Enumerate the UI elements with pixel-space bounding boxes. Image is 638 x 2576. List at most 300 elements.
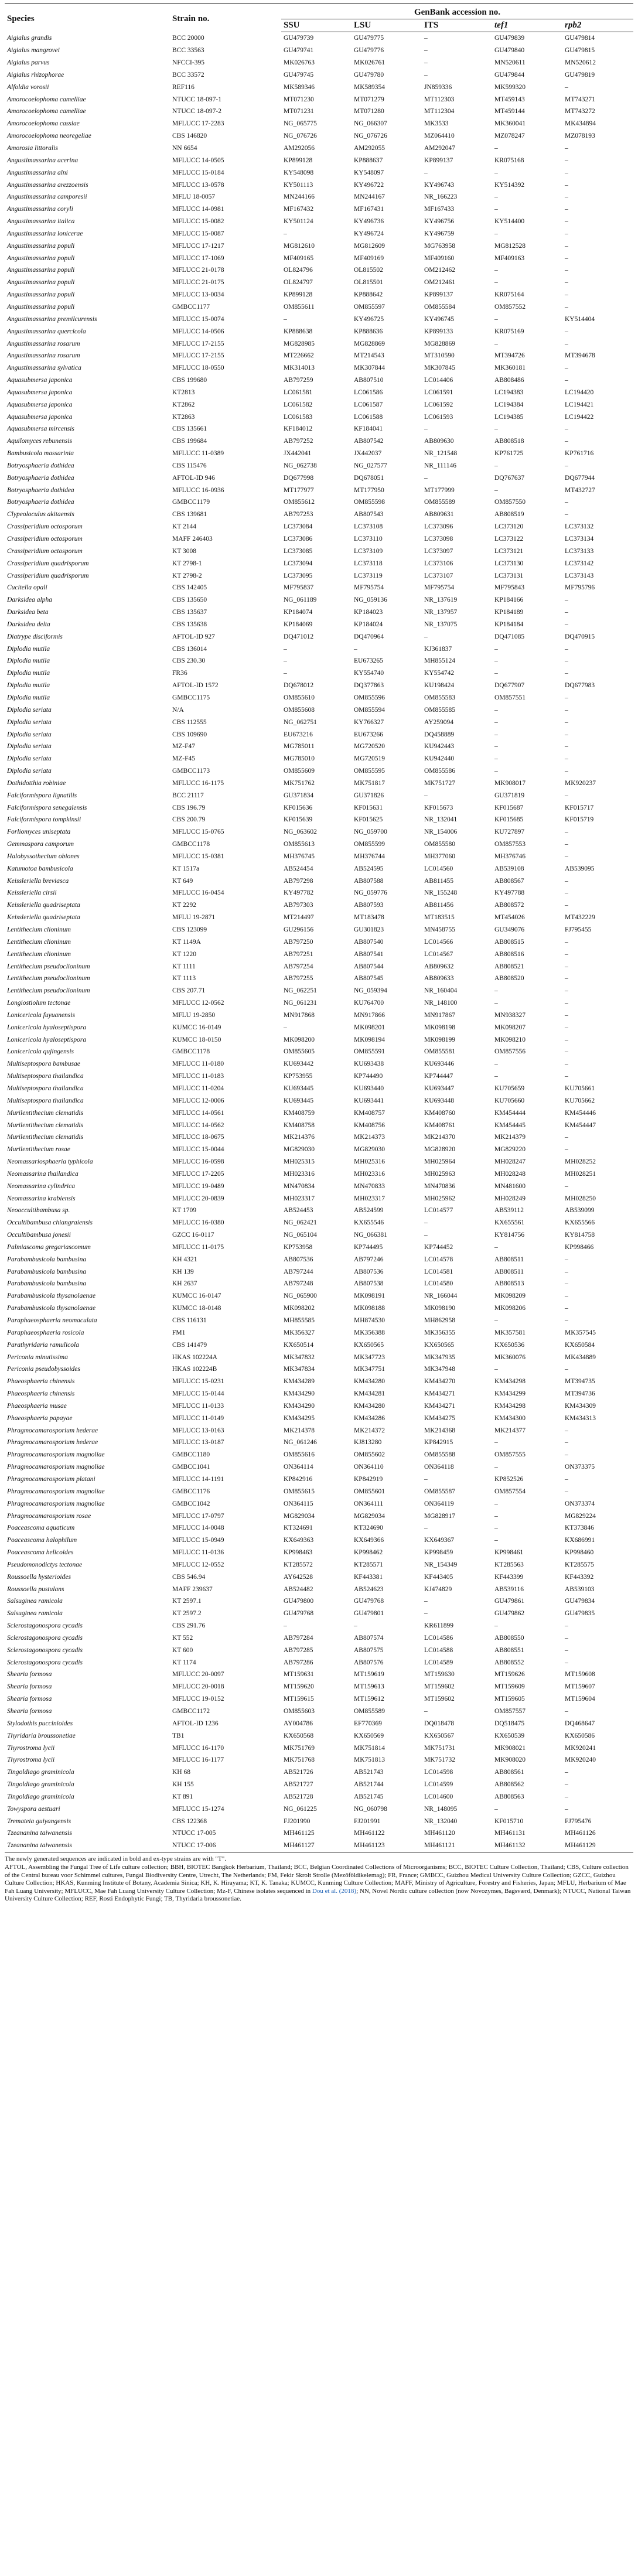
rpb2-cell: –	[565, 1255, 568, 1263]
rpb2-cell: –	[565, 291, 568, 299]
tef1-cell: KM434299	[494, 1390, 526, 1398]
strain-cell: MFLUCC 11-0149	[172, 1414, 224, 1422]
table-row	[5, 569, 633, 582]
table-row	[5, 472, 633, 484]
tef1-cell: –	[494, 340, 498, 347]
tef1-cell: MT459143	[494, 95, 525, 103]
rpb2-cell: KU705662	[565, 1097, 595, 1104]
lsu-cell: MH025316	[354, 1158, 385, 1166]
strain-cell: MFLUCC 19-0152	[172, 1695, 224, 1703]
strain-cell: MFLUCC 14-0561	[172, 1109, 224, 1117]
strain-cell: N/A	[172, 706, 184, 714]
table-row	[5, 1021, 633, 1033]
species-cell: Lentithecium pseudoclioninum	[7, 963, 90, 970]
tef1-cell: GU479840	[494, 47, 525, 54]
table-row	[5, 1094, 633, 1107]
species-cell: Angustimassarina populi	[7, 291, 75, 299]
its-cell: KU693448	[424, 1097, 455, 1104]
ssu-cell: NG_061246	[284, 1439, 317, 1446]
strain-cell: MZ-F45	[172, 755, 195, 763]
rpb2-cell: –	[565, 254, 568, 262]
strain-cell: CBS 146820	[172, 132, 207, 140]
table-row	[5, 1608, 633, 1620]
strain-cell: MFLUCC 17-2205	[172, 1170, 224, 1178]
lsu-cell: KF443381	[354, 1573, 383, 1581]
tef1-cell: LC373131	[494, 572, 524, 579]
its-cell: –	[424, 35, 428, 42]
ssu-cell: MN244166	[284, 193, 315, 201]
species-cell: Parabambusicola thysanolaenae	[7, 1305, 96, 1312]
table-row	[5, 398, 633, 411]
its-cell: –	[424, 1219, 428, 1227]
table-row	[5, 814, 633, 826]
lsu-cell: AB807544	[354, 963, 384, 970]
lsu-cell: KM434286	[354, 1414, 385, 1422]
its-cell: KP842915	[424, 1439, 453, 1446]
strain-cell: CBS 109690	[172, 731, 207, 738]
tef1-cell: LC194384	[494, 401, 524, 408]
strain-cell: CBS 142405	[172, 584, 207, 592]
its-cell: MH862958	[424, 1317, 456, 1325]
ssu-cell: MG812610	[284, 242, 315, 250]
lsu-cell: MN244167	[354, 193, 385, 201]
lsu-cell: AB807545	[354, 975, 384, 982]
ssu-cell: GU479800	[284, 1598, 314, 1605]
species-cell: Shearia formosa	[7, 1671, 52, 1678]
rpb2-cell: –	[565, 1182, 568, 1190]
its-cell: LC014406	[424, 377, 453, 384]
strain-cell: MFLUCC 17-2155	[172, 340, 224, 347]
ssu-cell: AB521728	[284, 1793, 313, 1800]
table-row	[5, 1754, 633, 1766]
ssu-cell: DQ471012	[284, 633, 314, 640]
ssu-cell: MT177977	[284, 486, 314, 494]
ssu-cell: MK214376	[284, 1134, 315, 1141]
rpb2-cell: –	[565, 755, 568, 763]
rpb2-cell: –	[565, 327, 568, 335]
species-cell: Murilentithecium rosae	[7, 1146, 70, 1154]
tef1-cell: LC373121	[494, 547, 524, 555]
rpb2-cell: GU479819	[565, 71, 595, 79]
species-cell: Lentithecium clioninum	[7, 926, 71, 934]
its-cell: OM212462	[424, 267, 456, 274]
species-cell: Falciformispora tompkinsii	[7, 816, 81, 824]
rpb2-cell: –	[565, 303, 568, 311]
strain-cell: MFLUCC 18-0550	[172, 364, 224, 372]
species-cell: Phragmocamarosporium hederae	[7, 1427, 98, 1434]
rpb2-cell: –	[565, 267, 568, 274]
tef1-cell: GU479844	[494, 71, 525, 79]
tef1-cell: –	[494, 1060, 498, 1068]
strain-cell: MFLUCC 16-0454	[172, 889, 224, 897]
its-cell: KJ361837	[424, 645, 452, 653]
strain-cell: GMBCC1180	[172, 1451, 210, 1459]
its-cell: LC014560	[424, 865, 453, 872]
lsu-cell: MK098194	[354, 1036, 385, 1043]
lsu-cell: MG829030	[354, 1146, 385, 1154]
rpb2-cell: –	[565, 645, 568, 653]
species-cell: Diplodia seriata	[7, 743, 52, 750]
strain-cell: CBS 122368	[172, 1817, 207, 1825]
table-row	[5, 680, 633, 692]
lsu-cell: AB807543	[354, 511, 384, 518]
tef1-cell: AB808562	[494, 1781, 524, 1789]
rpb2-cell: MT432727	[565, 486, 595, 494]
species-cell: Roussoella pustulans	[7, 1585, 64, 1593]
species-cell: Tremateia guiyangensis	[7, 1817, 71, 1825]
tef1-cell: KM434298	[494, 1378, 526, 1386]
species-cell: Diplodia mutila	[7, 645, 50, 653]
tef1-cell: AB808550	[494, 1634, 524, 1642]
ssu-cell: AB521726	[284, 1769, 313, 1776]
ssu-cell: –	[284, 315, 287, 323]
strain-cell: KT 2597.1	[172, 1598, 202, 1605]
ssu-cell: MT159615	[284, 1695, 314, 1703]
ssu-cell: KF015639	[284, 816, 313, 824]
tef1-cell: MH028248	[494, 1170, 526, 1178]
table-row	[5, 1205, 633, 1217]
tef1-cell: MK360076	[494, 1353, 526, 1361]
tef1-cell: –	[494, 267, 498, 274]
table-row	[5, 252, 633, 264]
strain-cell: MFLUCC 18-0675	[172, 1134, 224, 1141]
lsu-cell: AB524623	[354, 1585, 384, 1593]
tef1-cell: MN520611	[494, 59, 526, 67]
lsu-cell: DQ678051	[354, 474, 384, 482]
species-cell: Poaceascoma helicoides	[7, 1549, 74, 1557]
tef1-cell: MH376746	[494, 852, 526, 860]
table-row	[5, 1033, 633, 1046]
ssu-cell: MH461127	[281, 1840, 352, 1852]
tef1-cell: LC373130	[494, 559, 524, 567]
ssu-cell: KP899128	[284, 156, 313, 164]
strain-cell: MFLUCC 15-0087	[172, 230, 224, 237]
lsu-cell: AB807574	[354, 1634, 384, 1642]
ssu-cell: KP753955	[284, 1073, 313, 1080]
lsu-cell: GU301823	[354, 926, 384, 934]
rpb2-cell: –	[565, 1134, 568, 1141]
table-row	[5, 216, 633, 228]
rpb2-cell: MK920237	[565, 779, 596, 787]
rpb2-cell: –	[565, 438, 568, 445]
tef1-cell: AB808563	[494, 1793, 524, 1800]
lsu-cell: KM408756	[354, 1121, 385, 1129]
its-cell: –	[424, 59, 428, 67]
tef1-cell: MH028249	[494, 1195, 526, 1202]
table-row	[5, 851, 633, 863]
table-row	[5, 460, 633, 472]
lsu-cell: NG_060798	[354, 1805, 387, 1813]
lsu-cell: MH461122	[354, 1830, 385, 1837]
table-row	[5, 45, 633, 57]
strain-cell: KUMCC 18-0148	[172, 1305, 221, 1312]
its-cell: ON364119	[424, 1500, 454, 1507]
rpb2-cell: –	[565, 1769, 568, 1776]
tef1-cell: KY514400	[494, 218, 525, 226]
ssu-cell: MK098200	[284, 1036, 315, 1043]
rpb2-cell: KF015717	[565, 804, 594, 811]
tef1-cell: AB808513	[494, 1280, 524, 1288]
lsu-cell: NG_066381	[354, 1231, 387, 1239]
table-row	[5, 1729, 633, 1742]
lsu-cell: AB524599	[354, 1207, 384, 1214]
table-row	[5, 936, 633, 948]
lsu-cell: MK026761	[354, 59, 385, 67]
table-row	[5, 777, 633, 789]
ssu-cell: AB797253	[284, 511, 313, 518]
strain-cell: GMBCC1178	[172, 841, 210, 848]
strain-cell: GMBCC1041	[172, 1463, 210, 1471]
strain-cell: BCC 21117	[172, 791, 204, 799]
its-cell: NR_160404	[424, 987, 458, 995]
ssu-cell: MF167432	[284, 206, 314, 213]
species-cell: Periconia minutissima	[7, 1353, 68, 1361]
rpb2-cell: MK434889	[565, 1353, 596, 1361]
table-row	[5, 313, 633, 325]
table-row	[5, 753, 633, 765]
table-row	[5, 533, 633, 545]
rpb2-cell: –	[565, 425, 568, 433]
strain-cell: MFLUCC 15-0765	[172, 828, 224, 836]
tef1-cell: –	[494, 169, 498, 176]
rpb2-cell: MN520612	[565, 59, 596, 67]
strain-cell: CBS 112555	[172, 718, 207, 726]
ssu-cell: MF795837	[284, 584, 314, 592]
rpb2-cell: AB539095	[565, 865, 595, 872]
ssu-cell: AB797298	[284, 877, 313, 885]
its-cell: LC014577	[424, 1207, 453, 1214]
tef1-cell: AB808518	[494, 438, 524, 445]
species-cell: Occultibambusa jonesii	[7, 1231, 71, 1239]
species-cell: Palmiascoma gregariascomum	[7, 1243, 91, 1251]
species-cell: Lonicericola hyaloseptispora	[7, 1023, 87, 1031]
its-cell: LC014600	[424, 1793, 453, 1800]
rpb2-cell: –	[565, 242, 568, 250]
rpb2-cell: –	[565, 1280, 568, 1288]
strain-cell: MFLUCC 19-0489	[172, 1182, 224, 1190]
lsu-cell: MK214373	[354, 1134, 385, 1141]
rpb2-cell: –	[565, 206, 568, 213]
rpb2-cell: –	[565, 1146, 568, 1154]
ssu-cell: MT159620	[284, 1683, 314, 1691]
rpb2-cell: –	[565, 731, 568, 738]
lsu-cell: MT177950	[354, 486, 384, 494]
rpb2-cell: KT373846	[565, 1524, 594, 1532]
species-cell: Phragmocamarosporium magnoliae	[7, 1463, 105, 1471]
strain-cell: CBS 546.94	[172, 1573, 206, 1581]
table-row	[5, 1217, 633, 1229]
tef1-cell: KP761725	[494, 450, 524, 458]
table-row	[5, 1669, 633, 1681]
its-cell: LC014567	[424, 950, 453, 958]
rpb2-cell: –	[565, 1292, 568, 1300]
lsu-cell: NG_059776	[354, 889, 387, 897]
its-cell: MH377060	[424, 852, 456, 860]
tef1-cell: –	[494, 645, 498, 653]
tef1-cell: MT454026	[494, 914, 525, 922]
lsu-cell: AB807588	[354, 877, 384, 885]
table-row	[5, 985, 633, 997]
table-row	[5, 960, 633, 973]
its-cell: ON364118	[424, 1463, 454, 1471]
lsu-cell: JX442037	[354, 450, 382, 458]
its-cell: –	[424, 1610, 428, 1618]
lsu-cell: GU479775	[354, 35, 384, 42]
rpb2-cell: MT394735	[565, 1378, 595, 1386]
lsu-cell: –	[354, 645, 357, 653]
rpb2-cell: KM454446	[565, 1109, 596, 1117]
ssu-cell: OM855610	[284, 694, 315, 701]
strain-cell: KT 1113	[172, 975, 196, 982]
table-row	[5, 1437, 633, 1449]
rpb2-cell: –	[565, 1793, 568, 1800]
lsu-cell: KU693441	[354, 1097, 384, 1104]
strain-header: Strain no.	[172, 13, 210, 23]
lsu-cell: MK307844	[354, 364, 385, 372]
rpb2-cell: –	[565, 670, 568, 677]
rpb2-cell: KX650586	[565, 1732, 595, 1739]
table-row	[5, 69, 633, 81]
lsu-cell: KU764700	[354, 999, 384, 1007]
its-cell: AB809631	[424, 511, 454, 518]
rpb2-cell: –	[565, 767, 568, 775]
table-row	[5, 1119, 633, 1131]
table-row	[5, 130, 633, 142]
its-cell: MF795754	[424, 584, 455, 592]
species-cell: Poaceascoma aquaticum	[7, 1524, 75, 1532]
ssu-cell: MH023316	[284, 1170, 315, 1178]
ssu-cell: GU479745	[284, 71, 314, 79]
tef1-cell: GU349076	[494, 926, 525, 934]
tef1-cell: –	[494, 1463, 498, 1471]
its-cell: NR_111146	[424, 462, 456, 469]
tef1-cell: MH461132	[492, 1840, 562, 1852]
strain-cell: KT 2798-2	[172, 572, 202, 579]
rpb2-cell: MH028251	[565, 1170, 596, 1178]
species-cell: Amorocoelophoma neoregeliae	[7, 132, 91, 140]
table-row	[5, 1766, 633, 1779]
strain-cell: MFLUCC 12-0552	[172, 1561, 224, 1568]
table-row	[5, 1742, 633, 1754]
species-cell: Aquasubmersa japonica	[7, 401, 73, 408]
strain-cell: KT 600	[172, 1646, 193, 1654]
table-row	[5, 1656, 633, 1669]
strain-cell: NN 6654	[172, 145, 197, 152]
species-cell: Aquasubmersa japonica	[7, 388, 73, 396]
ssu-cell: MK589346	[284, 83, 315, 91]
species-cell: Shearia formosa	[7, 1708, 52, 1715]
table-row	[5, 423, 633, 435]
rpb2-cell: KX650584	[565, 1341, 595, 1349]
ssu-cell: KM434289	[284, 1378, 315, 1386]
species-cell: Poaceascoma halophilum	[7, 1537, 77, 1544]
ssu-cell: KP888638	[284, 327, 313, 335]
table-row	[5, 924, 633, 936]
species-cell: Dothidotthia robiniae	[7, 779, 66, 787]
table-row	[5, 1791, 633, 1803]
ssu-cell: NG_065775	[284, 120, 317, 128]
table-row	[5, 1510, 633, 1522]
tef1-cell: –	[494, 999, 498, 1007]
strain-cell: CBS 123099	[172, 926, 207, 934]
species-cell: Paraphaeosphaeria rosicola	[7, 1329, 84, 1336]
lsu-cell: EF770369	[354, 1719, 382, 1727]
table-row	[5, 1351, 633, 1363]
ssu-cell: MK098202	[284, 1305, 315, 1312]
lsu-cell: KX650565	[354, 1341, 384, 1349]
its-cell: OM855580	[424, 841, 456, 848]
tef1-cell: AB808552	[494, 1659, 524, 1666]
tef1-header: tef1	[492, 19, 562, 32]
lsu-cell: MK214372	[354, 1427, 385, 1434]
species-cell: Diplodia mutila	[7, 694, 50, 701]
ssu-cell: GU479768	[284, 1610, 314, 1618]
table-row	[5, 191, 633, 203]
rpb2-cell: –	[565, 791, 568, 799]
table-row	[5, 716, 633, 728]
its-cell: LC014588	[424, 1646, 453, 1654]
ssu-cell: LC373095	[284, 572, 313, 579]
citation-link[interactable]: Dou et al. (2018)	[312, 1887, 357, 1895]
genbank-accession-table	[5, 3, 633, 1852]
table-row	[5, 1144, 633, 1156]
tef1-cell: –	[494, 987, 498, 995]
strain-cell: MFLUCC 14-0981	[172, 206, 224, 213]
strain-cell: MAFF 246403	[172, 535, 213, 543]
table-row	[5, 862, 633, 875]
table-row	[5, 728, 633, 741]
species-cell: Clypeoloculus akitaensis	[7, 511, 74, 518]
species-cell: Phragmocamarosporium hederae	[7, 1439, 98, 1446]
strain-cell: GMBCC1042	[172, 1500, 210, 1507]
ssu-cell: MG829034	[284, 1512, 315, 1520]
its-cell: NR_132040	[424, 1817, 458, 1825]
rpb2-cell: DQ677944	[565, 474, 595, 482]
table-row	[5, 264, 633, 277]
its-cell: KX649367	[424, 1537, 455, 1544]
its-cell: KU942440	[424, 755, 455, 763]
table-row	[5, 1547, 633, 1559]
strain-cell: TB1	[172, 1732, 185, 1739]
ssu-cell: KP753958	[284, 1243, 313, 1251]
tef1-cell: MK098206	[494, 1305, 526, 1312]
species-cell: Tzeananina taiwanensis	[7, 1830, 72, 1837]
species-cell: Falciformispora lignatilis	[7, 791, 77, 799]
strain-cell: BCC 20000	[172, 35, 204, 42]
species-cell: Amorocoelophoma camelliae	[7, 108, 86, 115]
rpb2-cell: –	[565, 852, 568, 860]
rpb2-cell: –	[565, 706, 568, 714]
ssu-cell: GU296156	[284, 926, 314, 934]
rpb2-cell: KM434309	[565, 1402, 596, 1410]
rpb2-cell: KM454447	[565, 1121, 596, 1129]
tef1-cell: –	[494, 1243, 498, 1251]
species-cell: Neomassarina thailandica	[7, 1170, 79, 1178]
species-cell: Halobyssothecium obiones	[7, 852, 80, 860]
table-row	[5, 1779, 633, 1791]
rpb2-cell: –	[565, 340, 568, 347]
ssu-cell: KT324691	[284, 1524, 313, 1532]
genbank-header: GenBank accession no.	[281, 4, 633, 19]
tef1-cell: KP852526	[494, 1475, 524, 1483]
ssu-cell: ON364115	[284, 1500, 313, 1507]
ssu-cell: OM855603	[284, 1708, 315, 1715]
tef1-cell: KY514392	[494, 181, 525, 189]
rpb2-cell: LC194421	[565, 401, 594, 408]
ssu-cell: GU479739	[284, 35, 314, 42]
ssu-cell: KF015636	[284, 804, 313, 811]
lsu-cell: KP888642	[354, 291, 383, 299]
